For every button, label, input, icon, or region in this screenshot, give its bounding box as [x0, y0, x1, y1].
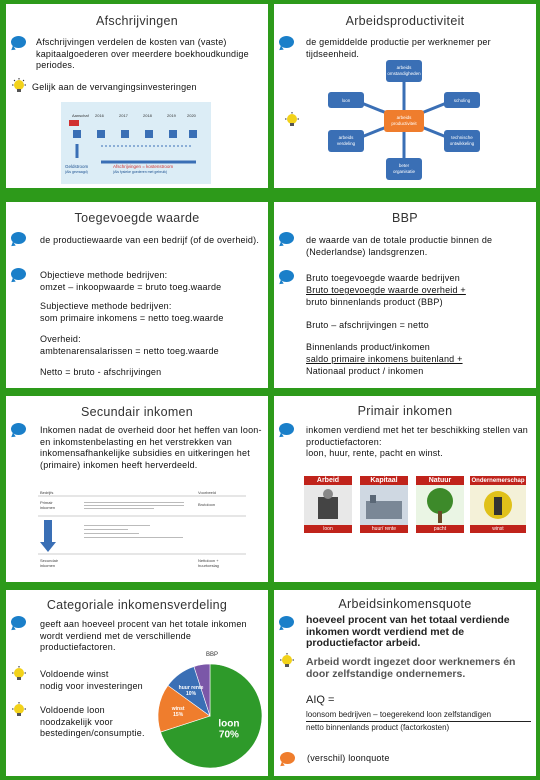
speech-bubble-icon — [11, 232, 26, 244]
factor-natuur — [416, 476, 464, 542]
lightbulb-icon — [11, 78, 25, 92]
factor-grid — [304, 476, 526, 546]
table-cell: Nettoloon + huurtoeslag — [198, 558, 219, 568]
year-label: 2018 — [143, 113, 152, 118]
factor-arbeid — [304, 476, 352, 542]
card-afschrijvingen — [6, 4, 268, 188]
aiq-label: AIQ = — [306, 694, 335, 706]
table-cell-lines — [84, 500, 184, 511]
svg-text:Geldstroom: Geldstroom — [65, 164, 89, 169]
income-label: pacht — [416, 525, 464, 533]
bbp-net-text: Bruto – afschrijvingen = netto — [306, 320, 429, 330]
factor-title: Kapitaal — [360, 476, 408, 485]
svg-text:ontwikkeling: ontwikkeling — [449, 141, 475, 146]
income-pie-chart — [154, 660, 266, 772]
aiq-formula-bottom: netto binnenlands product (factorkosten) — [306, 723, 450, 732]
svg-text:technische: technische — [451, 135, 473, 140]
definition-text: de waarde van de totale productie binnen de (Nederlandse) landsgrenzen. — [306, 235, 493, 257]
speech-bubble-icon — [279, 270, 294, 282]
aiq-formula-top: loonsom bedrijven – toegerekend loon zelfstandigen — [306, 710, 492, 719]
pie-label-loon: loon — [218, 718, 240, 730]
card-categoriale-inkomensverdeling — [6, 590, 268, 776]
year-label: Aanschaf — [72, 113, 89, 118]
speech-bubble-icon — [11, 423, 26, 435]
card-arbeidsinkomensquote — [274, 590, 536, 776]
svg-text:Afschrijvingen = kostenstroom: Afschrijvingen = kostenstroom — [113, 164, 174, 169]
svg-text:verdeling: verdeling — [336, 141, 356, 146]
definition-text: de productiewaarde van een bedrijf (of de overheid). — [40, 235, 260, 245]
table-cell: Primair inkomen — [40, 500, 56, 510]
pie-label-winst: winst — [171, 705, 185, 712]
speech-bubble-icon — [11, 268, 26, 280]
pie-label-loon: 70% — [218, 729, 239, 741]
year-label: 2016 — [95, 113, 104, 118]
card-title: Arbeidsproductiviteit — [345, 14, 465, 28]
year-label: 2017 — [119, 113, 128, 118]
income-table — [38, 490, 246, 574]
lightbulb-icon — [279, 653, 293, 667]
definition-text: inkomen verdiend met het ter beschikking stellen van productiefactoren: loon, huur, rente, pacht en winst. — [306, 425, 529, 458]
pie-chart-label: BBP — [206, 652, 219, 658]
lightbulb-icon — [11, 666, 25, 680]
year-label: 2019 — [167, 113, 176, 118]
table-cell-lines — [84, 522, 194, 541]
natuur-illustration — [416, 485, 464, 525]
income-label: huur/ rente — [360, 525, 408, 533]
table-cell: Secundair inkomen — [40, 558, 59, 568]
quote-note: (verschil) loonquote — [307, 753, 390, 763]
card-title: Primair inkomen — [357, 404, 453, 418]
card-secundair-inkomen — [6, 396, 268, 582]
objective-method-text: Objectieve methode bedrijven: omzet – inkoopwaarde = bruto toeg.waarde — [40, 270, 222, 292]
aiq-definition: hoeveel procent van het totaal verdiende inkomen wordt verdiend met de productiefactor arbeid. — [306, 614, 510, 649]
factor-kapitaal — [360, 476, 408, 542]
speech-bubble-icon — [279, 423, 294, 435]
card-title: Secundair inkomen — [80, 405, 194, 419]
definition-text: geeft aan hoeveel procent van het totale inkomen wordt verdiend met de verschillende productiefactoren. — [40, 619, 247, 652]
productivity-diagram — [304, 58, 504, 186]
svg-text:arbeids: arbeids — [396, 115, 412, 120]
svg-text:(Als fysieke goederen met gebr: (Als fysieke goederen met gebruik) — [113, 170, 168, 174]
bbp-line-2: Bruto toegevoegde waarde overheid + — [306, 285, 466, 295]
card-toegevoegde-waarde — [6, 202, 268, 388]
card-title: BBP — [392, 211, 418, 225]
lightbulb-icon — [284, 112, 298, 126]
arbeid-illustration — [304, 485, 352, 525]
kapitaal-illustration — [360, 485, 408, 525]
pie-label-huur-rente: huur rente — [178, 684, 204, 691]
definition-text: de gemiddelde productie per werknemer per tijdseenheid. — [306, 37, 491, 59]
card-bbp — [274, 202, 536, 388]
definition-text: Afschrijvingen verdelen de kosten van (vaste) kapitaalgoederen over meerdere boekhoudkundige periodes. — [36, 37, 249, 70]
bbp-line-5: saldo primaire inkomens buitenland + — [306, 354, 463, 364]
svg-text:organisatie: organisatie — [392, 169, 416, 174]
income-label: loon — [304, 525, 352, 533]
bbp-line-3: bruto binnenlands product (BBP) — [306, 297, 443, 307]
svg-text:scholing: scholing — [453, 98, 471, 103]
government-text: Overheid: ambtenarensalarissen = netto toeg.waarde — [40, 334, 219, 356]
year-label: 2020 — [187, 113, 196, 118]
speech-bubble-icon — [279, 616, 294, 628]
card-arbeidsproductiviteit — [274, 4, 536, 188]
card-title: Toegevoegde waarde — [74, 211, 200, 225]
card-title: Categoriale inkomensverdeling — [46, 598, 228, 612]
aiq-note: Arbeid wordt ingezet door werknemers én door zelfstandige ondernemers. — [306, 656, 516, 680]
svg-text:productiviteit: productiviteit — [391, 121, 417, 126]
speech-bubble-icon — [279, 232, 294, 244]
bbp-line-1: Bruto toegevoegde waarde bedrijven — [306, 273, 460, 283]
table-cell: Brutoloon — [198, 502, 216, 507]
pie-label-huur-rente: 10% — [186, 690, 197, 697]
factor-ondernemerschap — [470, 476, 526, 542]
factor-title: Natuur — [416, 476, 464, 485]
profit-note: Voldoende winst nodig voor investeringen — [40, 669, 143, 691]
speech-bubble-icon — [280, 752, 295, 764]
net-gross-text: Netto = bruto - afschrijvingen — [40, 367, 162, 377]
card-primair-inkomen — [274, 396, 536, 582]
income-label: winst — [470, 525, 526, 533]
lightbulb-icon — [11, 702, 25, 716]
bbp-line-6: Nationaal product / inkomen — [306, 366, 424, 376]
ondernemerschap-illustration — [470, 485, 526, 525]
depreciation-illustration — [61, 102, 211, 184]
svg-text:arbeids: arbeids — [338, 135, 354, 140]
note-text: Gelijk aan de vervangingsinvesteringen — [32, 82, 197, 92]
definition-text: Inkomen nadat de overheid door het heffen van loon- en inkomstenbelasting en het verstrekken van inkomensafhankelijke subsidies en uitkeringen het (primaire) inkomen heeft herverdeeld. — [40, 425, 262, 470]
table-header: Voorbeeld — [198, 490, 217, 495]
factor-title: Ondernemerschap — [471, 477, 525, 484]
pie-label-winst: 15% — [173, 711, 184, 718]
card-title: Afschrijvingen — [95, 14, 178, 28]
card-title: Arbeidsinkomensquote — [338, 597, 472, 611]
speech-bubble-icon — [11, 36, 26, 48]
speech-bubble-icon — [279, 36, 294, 48]
speech-bubble-icon — [11, 616, 26, 628]
subjective-method-text: Subjectieve methode bedrijven: som primaire inkomens = netto toeg.waarde — [40, 301, 224, 323]
fraction-line — [306, 721, 531, 722]
table-header: Bedrijfs — [40, 490, 54, 495]
svg-text:(Als gevraagd): (Als gevraagd) — [65, 170, 88, 174]
factor-title: Arbeid — [304, 476, 352, 485]
svg-text:arbeids: arbeids — [396, 65, 412, 70]
wage-note: Voldoende loon noodzakelijk voor bestedingen/consumptie. — [40, 705, 145, 738]
bbp-line-4: Binnenlands product/inkomen — [306, 342, 430, 352]
svg-text:loon: loon — [341, 98, 351, 103]
svg-text:omstandigheden: omstandigheden — [387, 71, 421, 76]
svg-text:beter: beter — [398, 163, 410, 168]
